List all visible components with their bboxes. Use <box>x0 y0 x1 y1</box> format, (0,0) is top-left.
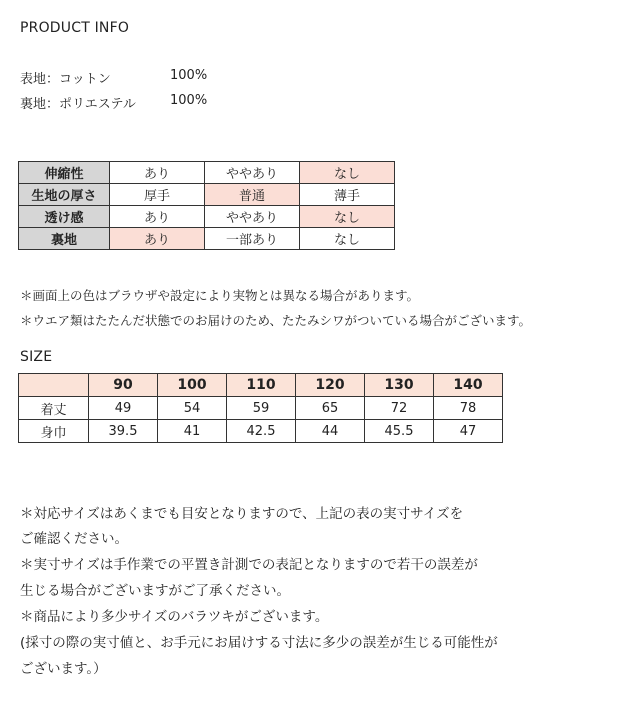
note-wrinkles: ＊ウエア類はたたんだ状態でのお届けのため、たたみシワがついている場合がございます。 <box>20 313 532 328</box>
attr-option: ややあり <box>205 206 300 228</box>
size-row <box>19 420 503 443</box>
size-cell: 54 <box>158 397 227 420</box>
material-value: 100% <box>170 68 208 83</box>
attr-option-selected: 普通 <box>205 184 300 206</box>
size-header-row <box>19 374 503 397</box>
size-row-label: 着丈 <box>19 397 89 420</box>
size-cell: 47 <box>434 420 503 443</box>
size-row-label: 身巾 <box>19 420 89 443</box>
material-label: 表地：コットン <box>20 72 111 87</box>
size-cell: 41 <box>158 420 227 443</box>
footer-line: ご確認ください。 <box>20 531 128 547</box>
footer-line: ＊対応サイズはあくまでも目安となりますので、上記の表の実寸サイズを <box>20 506 464 522</box>
attr-row <box>19 206 395 228</box>
size-cell: 49 <box>89 397 158 420</box>
size-column-header: 100 <box>158 374 227 397</box>
material-value: 100% <box>170 93 208 108</box>
size-column-header: 110 <box>227 374 296 397</box>
material-row-lining <box>20 93 320 112</box>
attr-option-selected: なし <box>300 162 395 184</box>
product-info-heading: PRODUCT INFO <box>20 20 130 36</box>
attr-option: あり <box>110 206 205 228</box>
material-row-outer <box>20 68 320 87</box>
size-table <box>18 373 503 443</box>
note-color: ＊画面上の色はブラウザや設定により実物とは異なる場合があります。 <box>20 288 420 303</box>
size-heading: SIZE <box>20 349 53 365</box>
footer-line: ＊商品により多少サイズのバラツキがございます。 <box>20 609 329 625</box>
attr-label: 透け感 <box>19 206 110 228</box>
attr-option: 薄手 <box>300 184 395 206</box>
size-column-header: 130 <box>365 374 434 397</box>
size-cell: 39.5 <box>89 420 158 443</box>
footer-line: 生じる場合がございますがご了承ください。 <box>20 583 290 599</box>
size-column-header: 140 <box>434 374 503 397</box>
size-cell: 44 <box>296 420 365 443</box>
size-cell: 42.5 <box>227 420 296 443</box>
attr-label: 生地の厚さ <box>19 184 110 206</box>
attr-row <box>19 184 395 206</box>
footer-line: ございます。） <box>20 661 107 677</box>
size-column-header: 90 <box>89 374 158 397</box>
attr-row <box>19 162 395 184</box>
size-column-header: 120 <box>296 374 365 397</box>
attr-option-selected: あり <box>110 228 205 250</box>
size-cell: 59 <box>227 397 296 420</box>
attr-option: 厚手 <box>110 184 205 206</box>
footer-line: ＊実寸サイズは手作業での平置き計測での表記となりますので若干の誤差が <box>20 557 478 573</box>
size-cell: 65 <box>296 397 365 420</box>
size-cell: 72 <box>365 397 434 420</box>
attr-option: なし <box>300 228 395 250</box>
size-corner-cell <box>19 374 89 397</box>
attr-option: 一部あり <box>205 228 300 250</box>
attr-option: あり <box>110 162 205 184</box>
size-cell: 78 <box>434 397 503 420</box>
size-cell: 45.5 <box>365 420 434 443</box>
attr-label: 裏地 <box>19 228 110 250</box>
attr-label: 伸縮性 <box>19 162 110 184</box>
fabric-attributes-table <box>18 161 395 250</box>
size-row <box>19 397 503 420</box>
attr-option: ややあり <box>205 162 300 184</box>
attr-option-selected: なし <box>300 206 395 228</box>
footer-line: (採寸の際の実寸値と、お手元にお届けする寸法に多少の誤差が生じる可能性が <box>20 635 498 651</box>
attr-row <box>19 228 395 250</box>
material-label: 裏地：ポリエステル <box>20 97 136 112</box>
